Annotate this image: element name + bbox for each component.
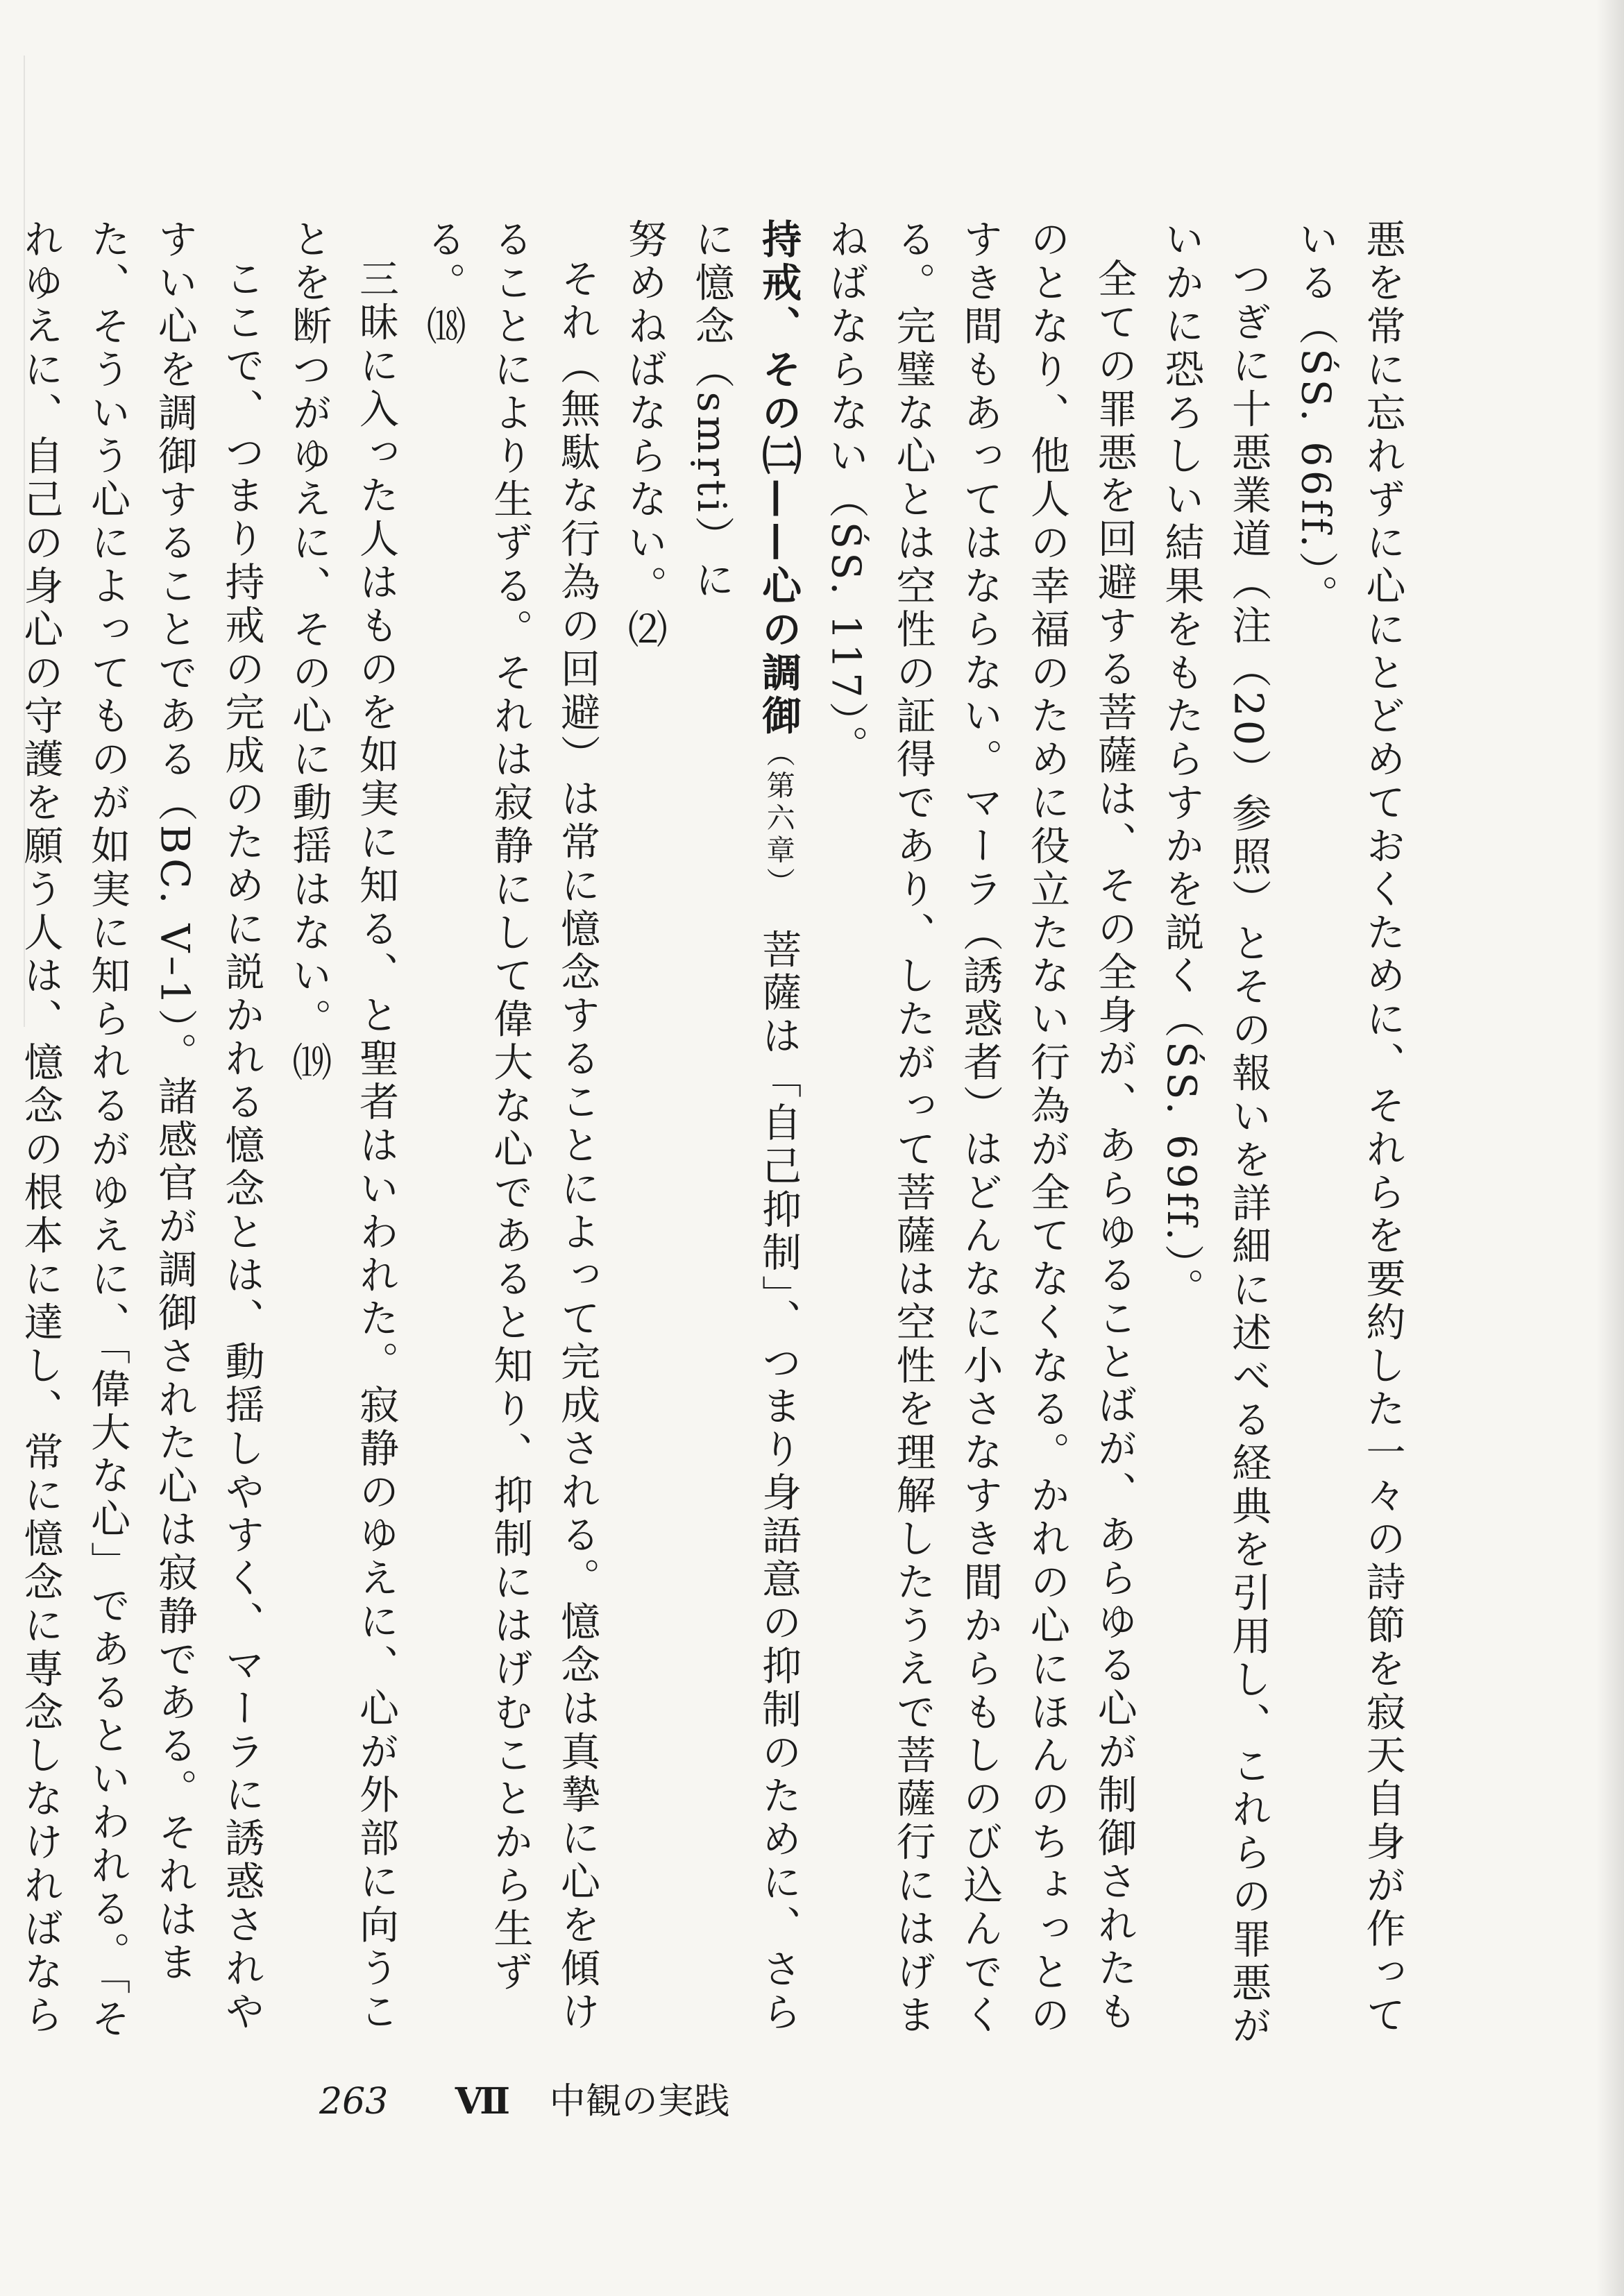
paragraph-6: 三昧に入った人はものを如実に知る、と聖者はいわれた。寂静のゆえに、心が外部に向うことを断つがゆえに、その心に動揺はない。⒆: [285, 219, 399, 2034]
chapter-number: Ⅶ: [455, 2080, 511, 2123]
section-heading: [677, 219, 811, 2064]
section-chapter-note: （第六章）: [761, 738, 795, 885]
page-footer: [319, 2071, 1083, 2127]
paragraph-1: 悪を常に忘れずに心にとどめておくために、それらを要約した一々の詩節を寂天自身が作っている（ŚS. 66ff.）。: [1292, 219, 1405, 2038]
paragraph-2: つぎに十悪業道（注（20）参照）とその報いを詳細に述べる経典を引用し、これらの罪悪がいかに恐ろしい結果をもたらすかを説く（ŚS. 69ff.）。: [1158, 219, 1271, 2048]
main-text-block: [17, 219, 1416, 2064]
section-heading-title: 持戒、その㈡——心の調御: [755, 219, 802, 738]
chapter-title: 中観の実践: [549, 2080, 730, 2123]
paragraph-4: 努めねばならない。⑵: [621, 219, 668, 652]
section-heading-text: 菩薩は「自己抑制」、つまり身語意の抑制のために、さらに憶念（smṛti）に: [688, 219, 802, 2035]
paragraph-5: それ（無駄な行為の回避）は常に憶念することによって完成される。憶念は真摯に心を傾けることにより生ずる。それは寂静にして偉大な心であると知り、抑制にはげむことから生ずる。⒅: [420, 219, 600, 2034]
paragraph-7: ここで、つまり持戒の完成のために説かれる憶念とは、動揺しやすく、マーラに誘惑されやすい心を調御することである（BC. V–1）。諸感官が調御された心は寂静である。それはまた、そういう心によってものが如実に知られるがゆえに、「偉大な心」であるといわれる。「それゆえに、自己の身心の守護を願う人は、憶念の根本に達し、常に憶念に専念しなければなら: [17, 219, 265, 2041]
page-number: 263: [319, 2080, 389, 2123]
paragraph-3: 全ての罪悪を回避する菩薩は、その全身が、あらゆることばが、あらゆる心が制御されたものとなり、他人の幸福のために役立たない行為が全てなくなる。かれの心にほんのちょっとのすき間もあってはならない。マーラ（誘惑者）はどんなに小さなすき間からもしのび込んでくる。完璧な心とは空性の証得であり、したがって菩薩は空性を理解したうえで菩薩行にはげまねばならない（ŚS. 117）。: [822, 219, 1137, 2038]
page-edge-shadow: [1596, 0, 1624, 2296]
